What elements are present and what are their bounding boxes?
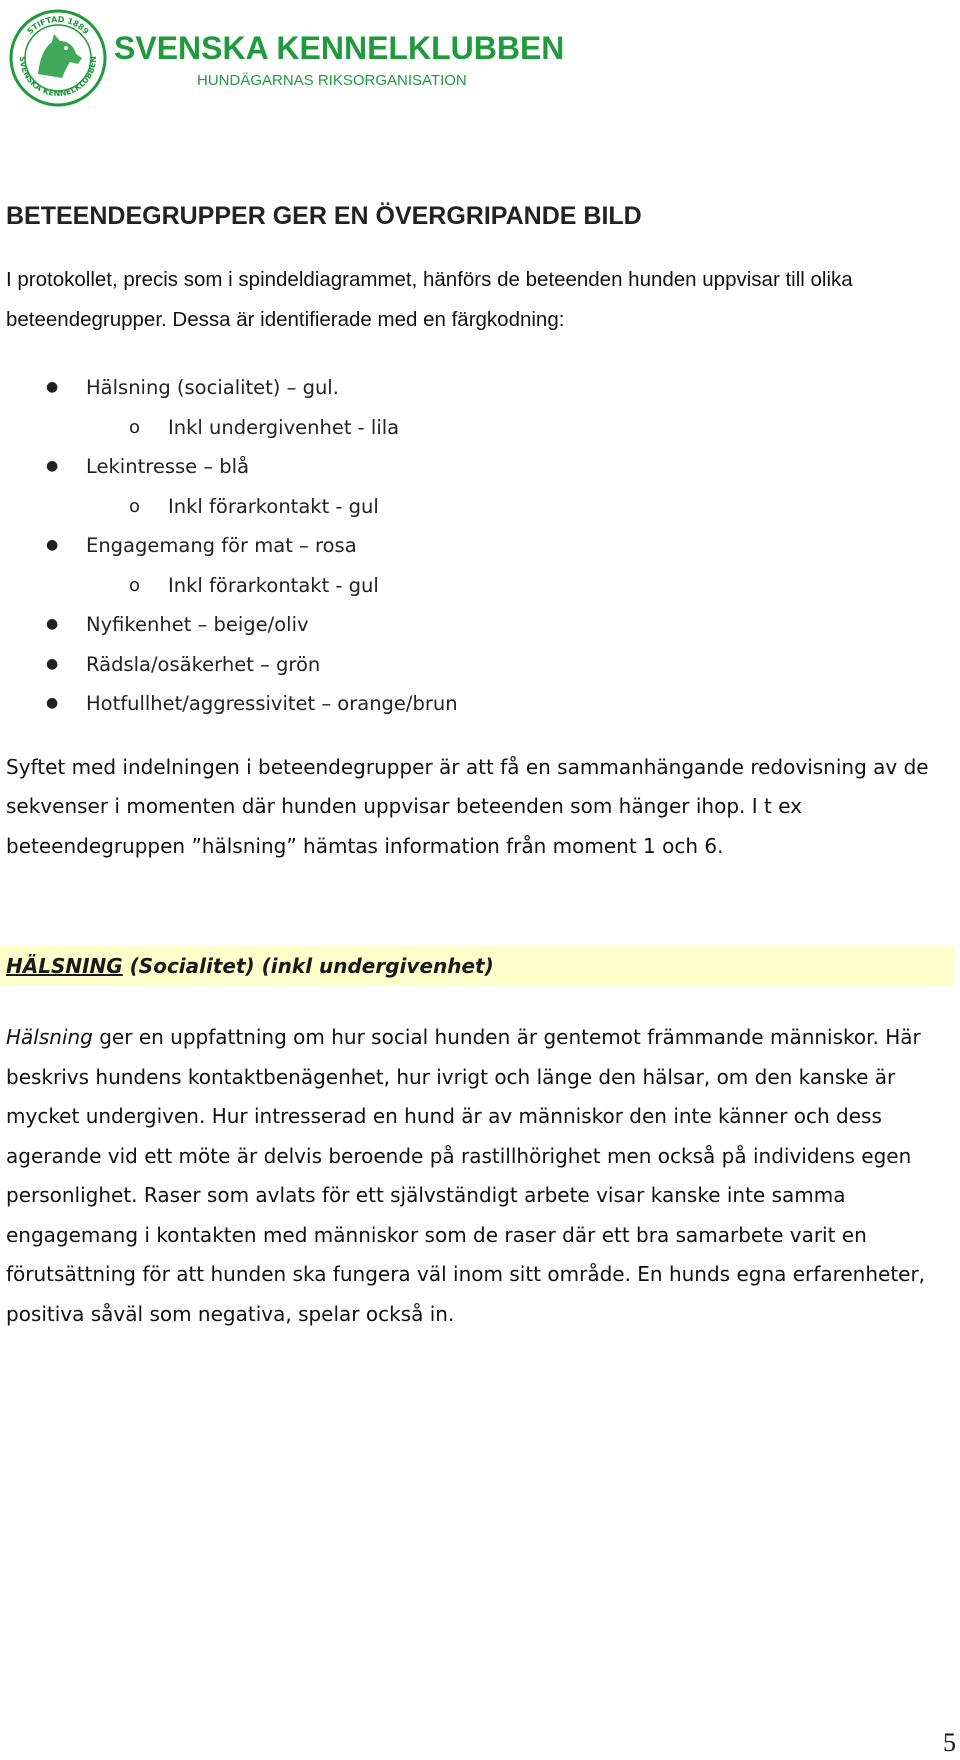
list-item-text: Hälsning (socialitet) – gul. (86, 376, 339, 399)
page-header (8, 8, 608, 108)
page-number: 5 (943, 1728, 956, 1757)
list-item-text: Nyfikenhet – beige/oliv (86, 613, 309, 636)
kennel-club-seal-logo (8, 8, 108, 108)
bullet-icon: ● (46, 616, 59, 632)
sub-bullet-icon: o (129, 416, 141, 438)
section-heading-halsning (0, 946, 954, 986)
bullet-icon: ● (46, 379, 59, 395)
list-item-text: Engagemang för mat – rosa (86, 534, 357, 557)
sub-list-item (6, 487, 954, 527)
list-item (6, 645, 954, 685)
section-heading-rest: (Socialitet) (inkl undergivenhet) (122, 954, 494, 978)
bullet-icon: ● (46, 655, 59, 672)
organization-name: SVENSKA KENNELKLUBBEN (114, 30, 565, 66)
list-item (6, 684, 954, 724)
list-item-text: Rädsla/osäkerhet – grön (86, 652, 321, 676)
list-item (6, 368, 954, 408)
bullet-icon: ● (46, 695, 59, 711)
intro-paragraph: I protokollet, precis som i spindeldiagrammet, hänförs de beteenden hunden uppvisar till olika beteendegrupper. Dessa är identifierade med en färgkodning: (6, 268, 853, 331)
section-heading-keyword: HÄLSNING (6, 954, 123, 978)
list-item (6, 447, 954, 487)
section-body-text: ger en uppfattning om hur social hunden är gentemot främmande människor. Här beskrivs hundens kontaktbenägenhet, hur ivrigt och länge den hälsar, om den kanske är mycket undergiven. Hur intresserad en hund är av människor den inte känner och dess agerande vid ett möte är delvis beroende på rastillhörighet men också på individens egen personlighet. Raser som avlats för ett självständigt arbete visar kanske inte samma engagemang i kontakten med människor som de raser där ett bra samarbete varit en förutsättning för att hunden ska fungera väl inom sitt område. En hunds egna erfarenheter, positiva såväl som negativa, spelar också in. (6, 1025, 926, 1326)
seal-text-bottom: SVENSKA KENNELKLUBBEN (17, 55, 99, 99)
sub-list-item (6, 408, 954, 448)
list-item-text: Inkl förarkontakt - gul (168, 573, 379, 597)
behavior-group-list (6, 368, 954, 724)
list-item-text: Hotfullhet/aggressivitet – orange/brun (86, 692, 458, 715)
sub-list-item (6, 566, 954, 606)
list-item-text: Inkl undergivenhet - lila (168, 415, 400, 439)
list-item-text: Lekintresse – blå (86, 455, 250, 478)
sub-bullet-icon: o (129, 574, 141, 596)
document-content (6, 196, 954, 1334)
bullet-icon: ● (46, 458, 59, 474)
purpose-paragraph: Syftet med indelningen i beteendegrupper är att få en sammanhängande redovisning av de sekvenser i momenten där hunden uppvisar beteenden som hänger ihop. I t ex beteendegruppen ”hälsning” hämtas information från moment 1 och 6. (6, 754, 929, 858)
bullet-icon: ● (46, 537, 59, 553)
seal-text-top: STIFTAD 1889 (25, 14, 91, 37)
organization-subtitle: HUNDÄGARNAS RIKSORGANISATION (197, 72, 467, 89)
list-item (6, 605, 954, 645)
sub-bullet-icon: o (129, 495, 141, 517)
section-body-paragraph (6, 1018, 954, 1334)
document-title: BETEENDEGRUPPER GER EN ÖVERGRIPANDE BILD (6, 202, 642, 230)
list-item-text: Inkl förarkontakt - gul (168, 494, 379, 518)
list-item (6, 526, 954, 566)
section-body-lead: Hälsning (6, 1025, 93, 1049)
